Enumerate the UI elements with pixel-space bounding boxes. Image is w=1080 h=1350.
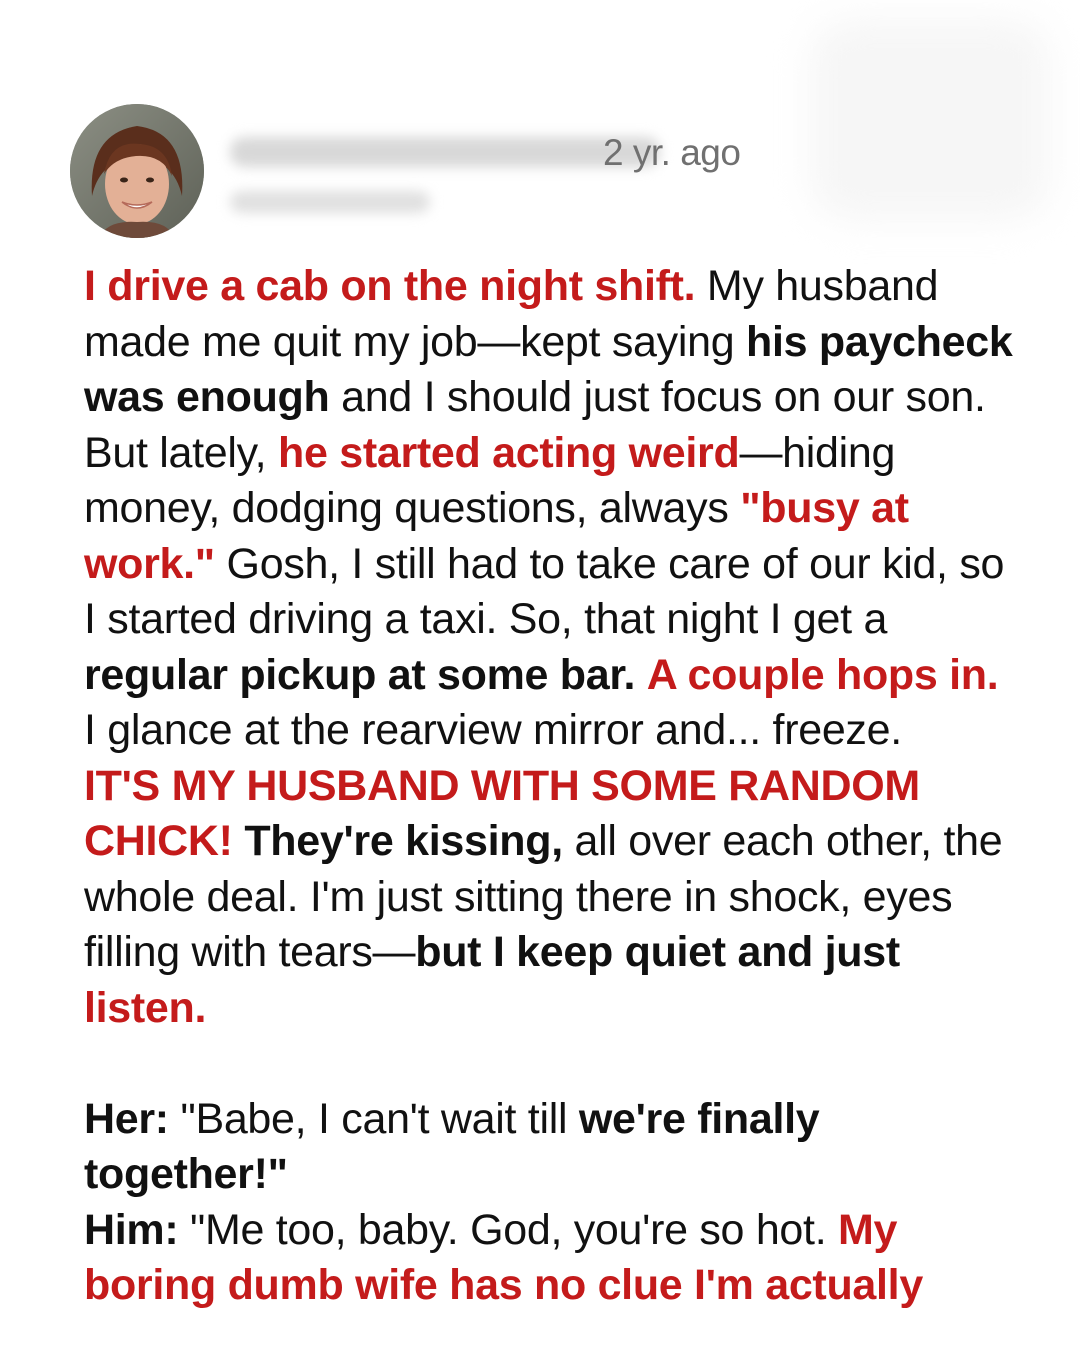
speaker-label: Her: (84, 1094, 169, 1143)
story-body (84, 259, 1024, 1314)
story-text (635, 651, 647, 699)
story-text: and I should just focus on our son. But lately, (84, 373, 986, 477)
post-header (70, 104, 770, 238)
story-text: Gosh, I still had to take care of our kid, so I started driving a taxi. So, that night I get a (84, 539, 1005, 643)
byline-redacted (230, 191, 430, 213)
story-text: My husband made me quit my job—kept saying (84, 262, 939, 366)
story-text: I glance at the rearview mirror and... freeze. (84, 706, 902, 754)
avatar[interactable] (70, 104, 204, 238)
blurred-corner-decoration (810, 20, 1050, 220)
dialogue-text: "Me too, baby. God, you're so hot. (178, 1205, 838, 1254)
story-highlight: I drive a cab on the night shift. (84, 262, 696, 310)
story-highlight: he started acting weird (277, 428, 740, 477)
user-avatar-icon (70, 104, 204, 238)
dialogue-him (84, 1203, 1024, 1314)
post-timestamp: 2 yr. ago (603, 132, 741, 173)
story-text: all over each other, the whole deal. I'm just sitting there in shock, eyes filling with tears— (84, 817, 1003, 976)
story-emphasis: regular pickup at some bar. (84, 650, 636, 699)
story-text: —hiding money, dodging questions, always (84, 428, 896, 532)
dialogue-her (84, 1092, 1024, 1203)
story-emphasis: but I keep quiet and just (415, 928, 900, 976)
username-redacted (230, 137, 660, 167)
story-text (233, 817, 245, 865)
story-emphasis: They're kissing, (244, 817, 563, 865)
story-highlight: A couple hops in. (646, 650, 999, 699)
story-highlight: listen. (84, 983, 207, 1032)
story-paragraph-1 (84, 259, 1024, 1036)
dialogue-text: "Babe, I can't wait till (168, 1094, 579, 1143)
story-highlight: "busy at work." (84, 484, 909, 588)
speaker-label: Him: (84, 1205, 179, 1254)
dialogue-emphasis: we're finally together!" (84, 1094, 820, 1198)
dialogue-highlight: My boring dumb wife has no clue I'm actually (84, 1205, 923, 1309)
story-highlight: IT'S MY HUSBAND WITH SOME RANDOM CHICK! (84, 761, 920, 865)
story-emphasis: his paycheck was enough (84, 317, 1013, 421)
